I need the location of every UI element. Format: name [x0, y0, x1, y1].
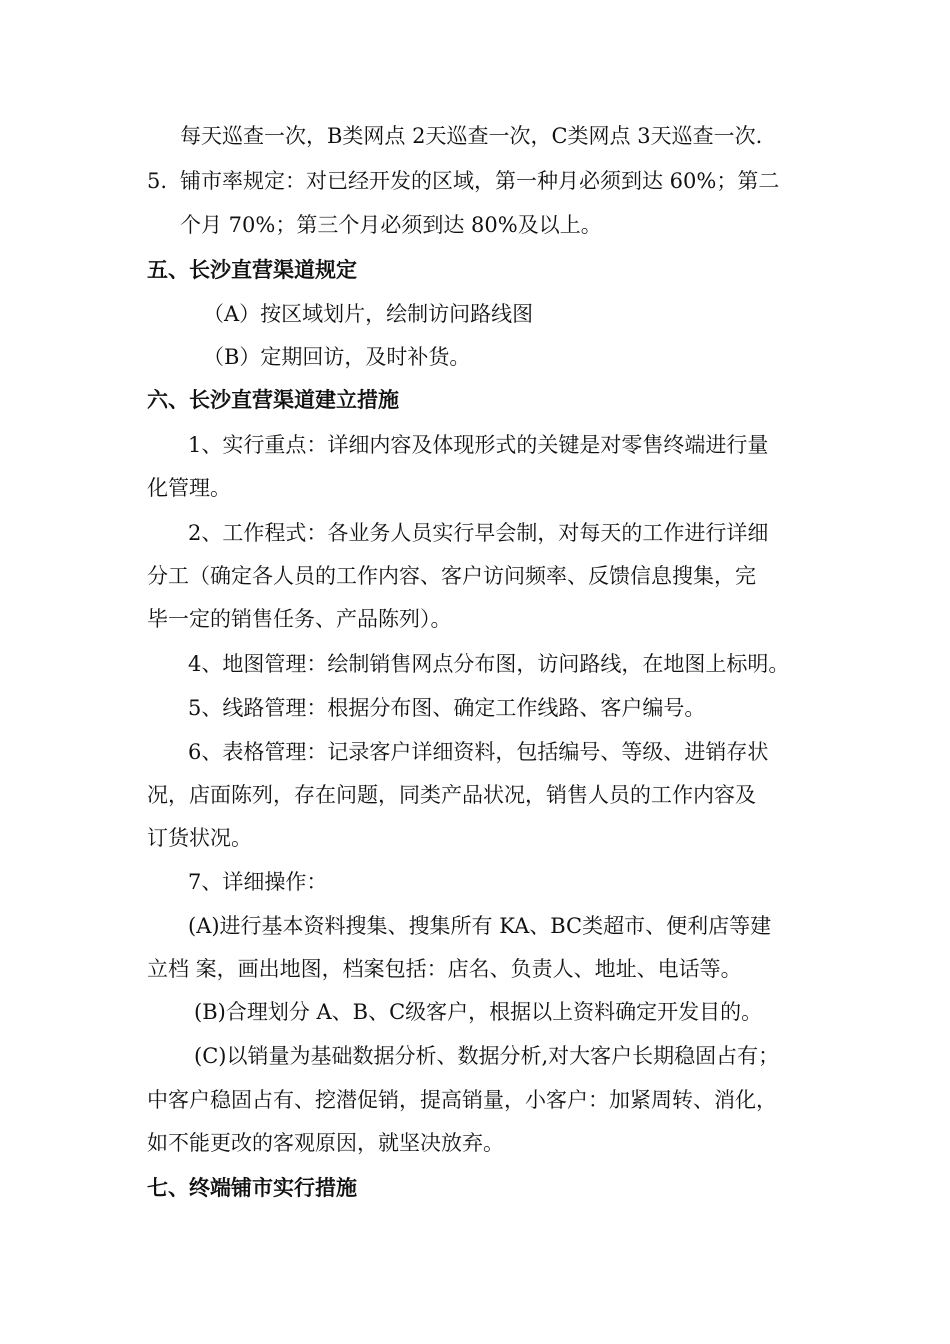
- text-line: （B）定期回访，及时补货。: [203, 345, 471, 369]
- text-line: （A）按区域划片，绘制访问路线图: [203, 302, 534, 326]
- text-line: 2、工作程式：各业务人员实行早会制，对每天的工作进行详细: [188, 521, 769, 545]
- text-line: 个月 70%；第三个月必须到达 80%及以上。: [180, 213, 602, 237]
- text-line: 4、地图管理：绘制销售网点分布图，访问路线，在地图上标明。: [188, 652, 790, 676]
- text-line: 分工（确定各人员的工作内容、客户访问频率、反馈信息搜集，完: [147, 564, 756, 588]
- text-line: 7、详细操作：: [188, 870, 328, 894]
- text-line: 化管理。: [147, 476, 231, 500]
- text-line: (A)进行基本资料搜集、搜集所有 KA、BC类超市、便利店等建: [188, 914, 772, 938]
- text-line: 毕一定的销售任务、产品陈列）。: [147, 607, 452, 631]
- text-line: 5、线路管理：根据分布图、确定工作线路、客户编号。: [188, 696, 706, 720]
- text-line: 1、实行重点：详细内容及体现形式的关键是对零售终端进行量: [188, 433, 769, 457]
- text-line: 况，店面陈列，存在问题，同类产品状况，销售人员的工作内容及: [147, 783, 756, 807]
- text-line: (C)以销量为基础数据分析、数据分析,对大客户长期稳固占有；: [194, 1044, 780, 1068]
- text-line: 6、表格管理：记录客户详细资料，包括编号、等级、进销存状: [188, 740, 769, 764]
- text-line: 订货状况。: [147, 826, 252, 850]
- text-line: 每天巡查一次，B类网点 2天巡查一次，C类网点 3天巡查一次.: [180, 124, 763, 148]
- list-number: 5.: [147, 169, 168, 193]
- text-line: 中客户稳固占有、挖潜促销，提高销量，小客户：加紧周转、消化，: [147, 1088, 777, 1112]
- text-line: 如不能更改的客观原因，就坚决放弃。: [147, 1131, 504, 1155]
- section-heading: 七、终端铺市实行措施: [147, 1175, 357, 1200]
- text-line: (B)合理划分 A、B、C级客户，根据以上资料确定开发目的。: [194, 1000, 763, 1024]
- section-heading: 五、长沙直营渠道规定: [147, 257, 357, 282]
- text-line: 铺市率规定：对已经开发的区域，第一种月必须到达 60%；第二: [180, 169, 780, 193]
- section-heading: 六、长沙直营渠道建立措施: [147, 387, 399, 412]
- text-line: 立档 案，画出地图，档案包括：店名、负责人、地址、电话等。: [147, 957, 742, 981]
